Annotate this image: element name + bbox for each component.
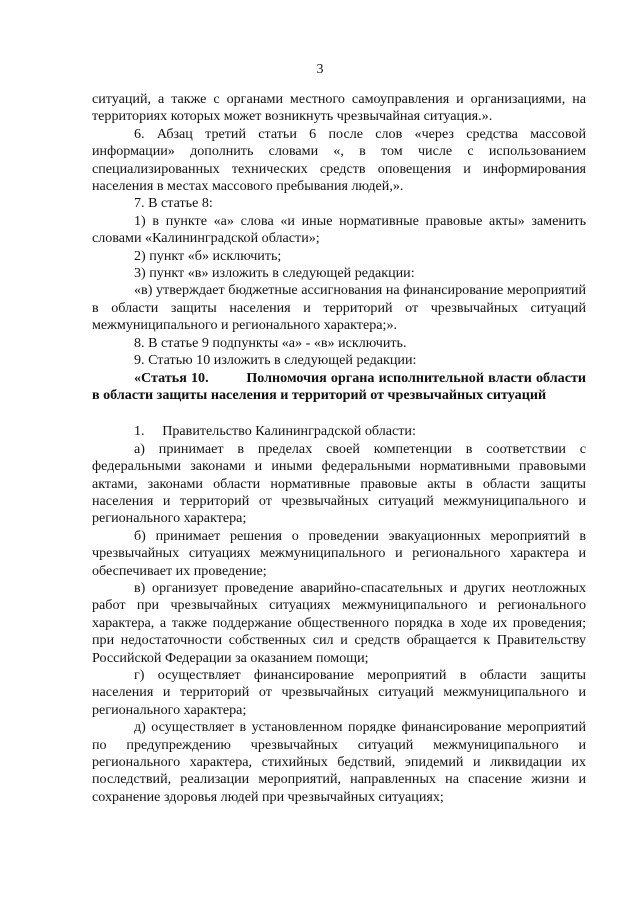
paragraph: 9. Статью 10 изложить в следующей редакции: <box>134 352 417 369</box>
page-number: 3 <box>316 62 324 77</box>
paragraph: 3) пункт «в» изложить в следующей редакции: <box>134 265 415 282</box>
paragraph: 6. Абзац третий статьи 6 после слов «через средства массовой информации» дополнить словами «, в том числе с использованием специализированных технических средств оповещения и информирования населения в местах массового пребывания людей,». <box>92 125 586 195</box>
paragraph: 1. Правительство Калининградской области: <box>134 423 416 440</box>
spacer <box>92 404 586 423</box>
paragraph: 2) пункт «б» исключить; <box>134 247 282 264</box>
paragraph: г) осуществляет финансирование мероприятий в области защиты населения и территорий от чрезвычайных ситуаций межмуниципального и регионального характера; <box>92 667 586 718</box>
paragraph: 1) в пункте «а» слова «и иные нормативные правовые акты» заменить словами «Калининградской области»; <box>92 212 586 247</box>
document-body <box>92 91 586 806</box>
paragraph: ситуаций, а также с органами местного самоуправления и организациями, на территориях которых может возникнуть чрезвычайная ситуация.». <box>92 91 586 125</box>
paragraph: 7. В статье 8: <box>134 195 213 212</box>
paragraph: д) осуществляет в установленном порядке финансирование мероприятий по предупреждению чрезвычайных ситуаций межмуниципального и регионального характера, стихийных бедствий, эпидемий и ликвидации их последствий, реализации мероприятий, направленных на спасение жизни и сохранение здоровья людей при чрезвычайных ситуациях; <box>92 719 586 805</box>
paragraph: 8. В статье 9 подпункты «а» - «в» исключить. <box>134 334 407 351</box>
paragraph: в) организует проведение аварийно-спасательных и других неотложных работ при чрезвычайных ситуациях межмуниципального и регионального характера, а также поддержание общественного порядка в ходе их проведения; при недостаточности собственных сил и средств обращается к Правительству Российской Федерации за оказанием помощи; <box>92 579 586 666</box>
paragraph: «в) утверждает бюджетные ассигнования на финансирование мероприятий в области защиты населения и территорий от чрезвычайных ситуаций межмуниципального и регионального характера;». <box>92 282 586 334</box>
paragraph: а) принимает в пределах своей компетенции в соответствии с федеральными законами и иными федеральными нормативными правовыми актами, законами области нормативные правовые акты в области защиты населения и территорий от чрезвычайных ситуаций межмуниципального и регионального характера; <box>92 440 586 527</box>
article-heading: «Статья 10. Полномочия органа исполнительной власти области в области защиты населения и территорий от чрезвычайных ситуаций <box>92 369 586 403</box>
paragraph: б) принимает решения о проведении эвакуационных мероприятий в чрезвычайных ситуациях межмуниципального и регионального характера и обеспечивает их проведение; <box>92 527 586 579</box>
